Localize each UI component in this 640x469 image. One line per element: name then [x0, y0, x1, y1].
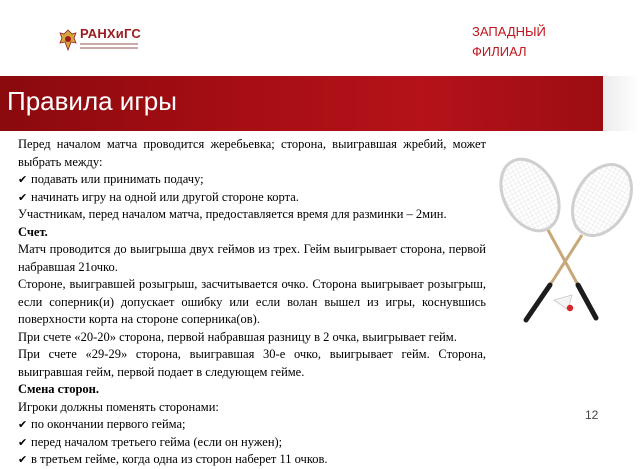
paragraph-20-20: При счете «20-20» сторона, первой набравшая разницу в 2 очка, выигрывает гейм. — [18, 329, 457, 344]
check-icon: ✔ — [18, 435, 28, 449]
check-icon: ✔ — [18, 453, 28, 466]
check-icon: ✔ — [18, 173, 28, 186]
title-bar-shadow — [603, 76, 640, 131]
paragraph-change-sides: Игроки должны поменять сторонами: — [18, 399, 219, 414]
eagle-emblem-icon — [58, 28, 78, 52]
shuttlecock-icon — [554, 295, 573, 311]
paragraph-warmup: Участникам, перед началом матча, предоставляется время для разминки – 2мин. — [18, 207, 447, 221]
badminton-racquets-illustration — [490, 150, 640, 325]
logo-text: РАНХиГС — [80, 26, 141, 41]
list-item — [18, 416, 486, 434]
list-item-text: по окончании первого гейма; — [31, 417, 186, 431]
paragraph-draw: Перед началом матча проводится жеребьевка; сторона, выигравшая жребий, может выбрать между: — [18, 137, 486, 169]
rules-text — [18, 136, 486, 469]
paragraph-rally: Стороне, выигравшей розыгрыш, засчитывается очко. Сторона выигрывает розыгрыш, если соперник(и) допускает ошибку или если волан вышел из игры, коснувшись поверхности корта на стороне соперника(ов). — [18, 277, 486, 326]
list-item — [18, 171, 486, 189]
slide-title: Правила игры — [7, 86, 177, 116]
heading-score: Счет. — [18, 224, 48, 239]
heading-sides: Смена сторон. — [18, 382, 99, 396]
list-item — [18, 434, 486, 452]
branch-line-2: ФИЛИАЛ — [472, 44, 527, 59]
ranepa-logo — [58, 26, 140, 56]
branch-name — [472, 22, 546, 62]
paragraph-29-29: При счете «29-29» сторона, выигравшая 30-е очко, выигрывает гейм. Сторона, выигравшая гейм, первой подает в следующем гейме. — [18, 347, 486, 379]
paragraph-match: Матч проводится до выигрыша двух геймов из трех. Гейм выигрывает сторона, первой набравшая 21очко. — [18, 242, 486, 274]
page-number: 12 — [585, 408, 599, 422]
list-item — [18, 189, 486, 207]
list-item-text: начинать игру на одной или другой стороне корта. — [31, 189, 299, 204]
list-item-text: перед началом третьего гейма (если он нужен); — [31, 434, 283, 449]
check-icon: ✔ — [18, 418, 28, 431]
list-item-text: подавать или принимать подачу; — [31, 172, 204, 186]
branch-line-1: ЗАПАДНЫЙ — [472, 24, 546, 39]
logo-subtitle-lines — [80, 43, 138, 54]
list-item — [18, 451, 486, 469]
check-icon: ✔ — [18, 190, 28, 204]
list-item-text: в третьем гейме, когда одна из сторон наберет 11 очков. — [31, 452, 328, 466]
